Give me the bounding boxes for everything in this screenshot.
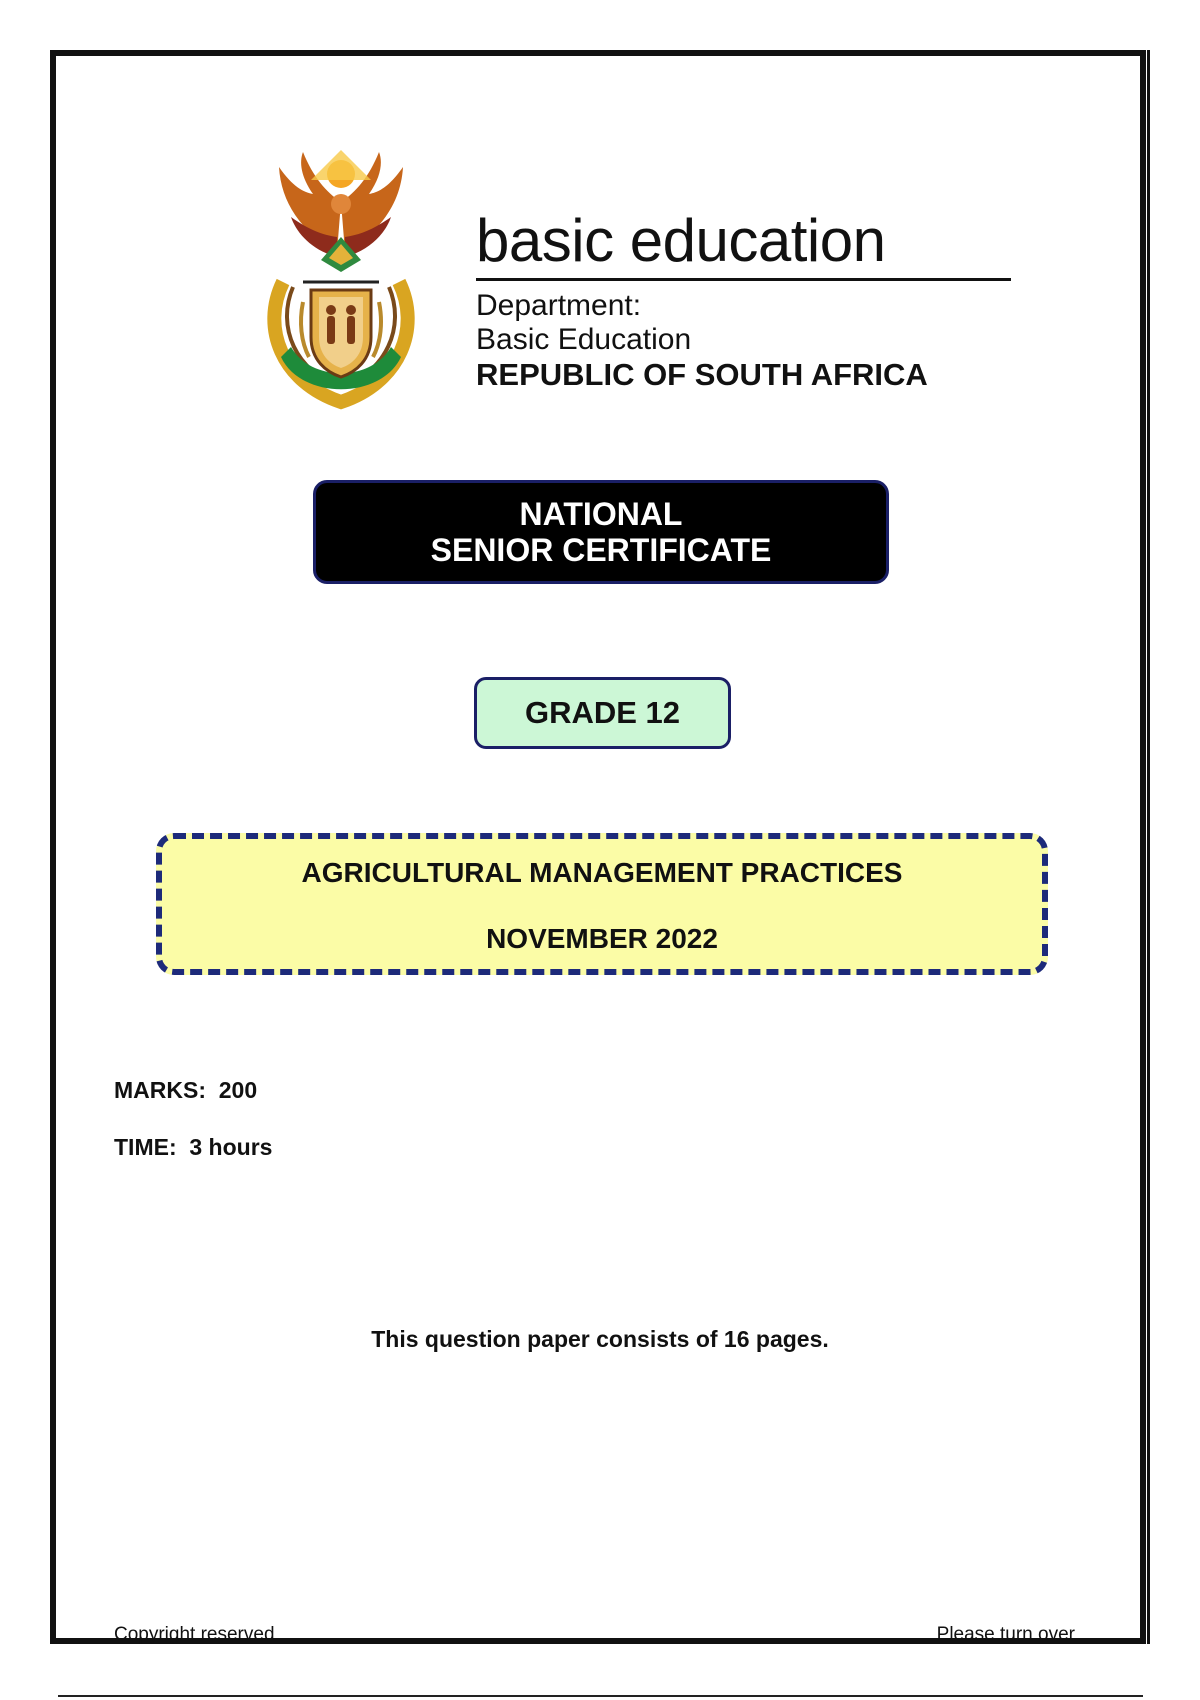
page-divider [58, 1695, 1143, 1697]
department-header [476, 207, 1011, 393]
country-name: REPUBLIC OF SOUTH AFRICA [476, 357, 928, 392]
page-count-note: This question paper consists of 16 pages. [371, 1326, 829, 1352]
marks-info: MARKS: 200 [114, 1077, 258, 1103]
grade-badge: GRADE 12 [474, 677, 731, 749]
certificate-banner [313, 480, 889, 584]
certificate-line-2: SENIOR CERTIFICATE [430, 532, 772, 568]
coat-of-arms-logo [241, 132, 441, 432]
certificate-line-1: NATIONAL [519, 496, 683, 532]
subject-title: AGRICULTURAL MANAGEMENT PRACTICES [301, 857, 903, 888]
exam-session: NOVEMBER 2022 [486, 923, 718, 954]
time-info: TIME: 3 hours [114, 1134, 273, 1160]
subject-panel [156, 833, 1048, 975]
copyright-notice: Copyright reserved [114, 1624, 275, 1645]
department-name: Basic Education [476, 323, 692, 356]
header-title: basic education [476, 211, 1011, 281]
department-label: Department: [476, 289, 642, 322]
exam-cover-page [50, 50, 1146, 1644]
turn-over-notice: Please turn over [936, 1624, 1075, 1645]
